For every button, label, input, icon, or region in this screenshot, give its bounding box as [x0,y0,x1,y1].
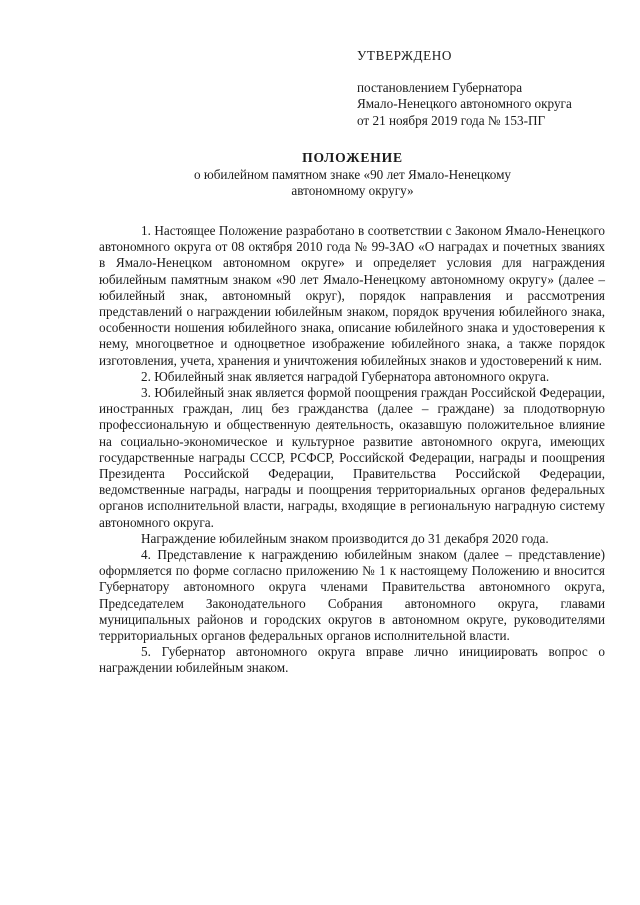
document-subtitle-line: о юбилейном памятном знаке «90 лет Ямало-Ненецкому [193,166,512,182]
title-block [100,150,605,200]
paragraph-5: 5. Губернатор автономного округа вправе лично инициировать вопрос о награждении юбилейным знаком. [99,644,605,676]
paragraph-4: 4. Представление к награждению юбилейным знаком (далее – представление) оформляется по форме согласно приложению № 1 к настоящему Положению и вносится Губернатору автономного округа членами Правительства автономного округа, Председателем Законодательного Собрания автономного округа, главами муниципальных районов и городских округов в автономном округе, руководителями территориальных органов федеральных органов исполнительной власти. [99,547,605,644]
paragraph-2: 2. Юбилейный знак является наградой Губернатора автономного округа. [141,368,550,384]
decree-line: постановлением Губернатора [357,79,523,95]
paragraph-1: 1. Настоящее Положение разработано в соответствии с Законом Ямало-Ненецкого автономного округа от 08 октября 2010 года № 99-ЗАО «О наградах и почетных званиях в Ямало-Ненецком автономном округе» и определяет условия для награждения юбилейным памятным знаком «90 лет Ямало-Ненецкому автономному округу» (далее – юбилейный знак, автономный округ), порядок направления и рассмотрения представлений о награждении юбилейным знаком, порядок вручения юбилейного знака, особенности ношения юбилейного знака, описание юбилейного знака и удостоверения к нему, многоцветное и одноцветное изображение юбилейного знака, а также порядок изготовления, учета, хранения и уничтожения юбилейных знаков и удостоверений к ним. [99,223,605,368]
document-body [99,223,605,677]
document-subtitle-line: автономному округу» [291,183,414,198]
approved-label: УТВЕРЖДЕНО [357,48,453,63]
paragraph-3-note: Награждение юбилейным знаком производится до 31 декабря 2020 года. [141,530,549,546]
decree-line: от 21 ноября 2019 года № 153-ПГ [357,112,546,128]
approval-stamp [357,48,617,129]
paragraph-3: 3. Юбилейный знак является формой поощрения граждан Российской Федерации, иностранных граждан, лиц без гражданства (далее – граждане) за плодотворную профессиональную и общественную деятельность, оказавшую положительное влияние на социально-экономическое и культурное развитие автономного округа, имеющих государственные награды СССР, РСФСР, Российской Федерации, награды и поощрения Президента Российской Федерации, Правительства Российской Федерации, ведомственные награды, награды и поощрения территориальных органов федеральных органов исполнительной власти, награды, входящие в региональную наградную систему автономного округа. [99,385,605,530]
decree-line: Ямало-Ненецкого автономного округа [357,96,572,111]
document-title: ПОЛОЖЕНИЕ [302,150,403,165]
